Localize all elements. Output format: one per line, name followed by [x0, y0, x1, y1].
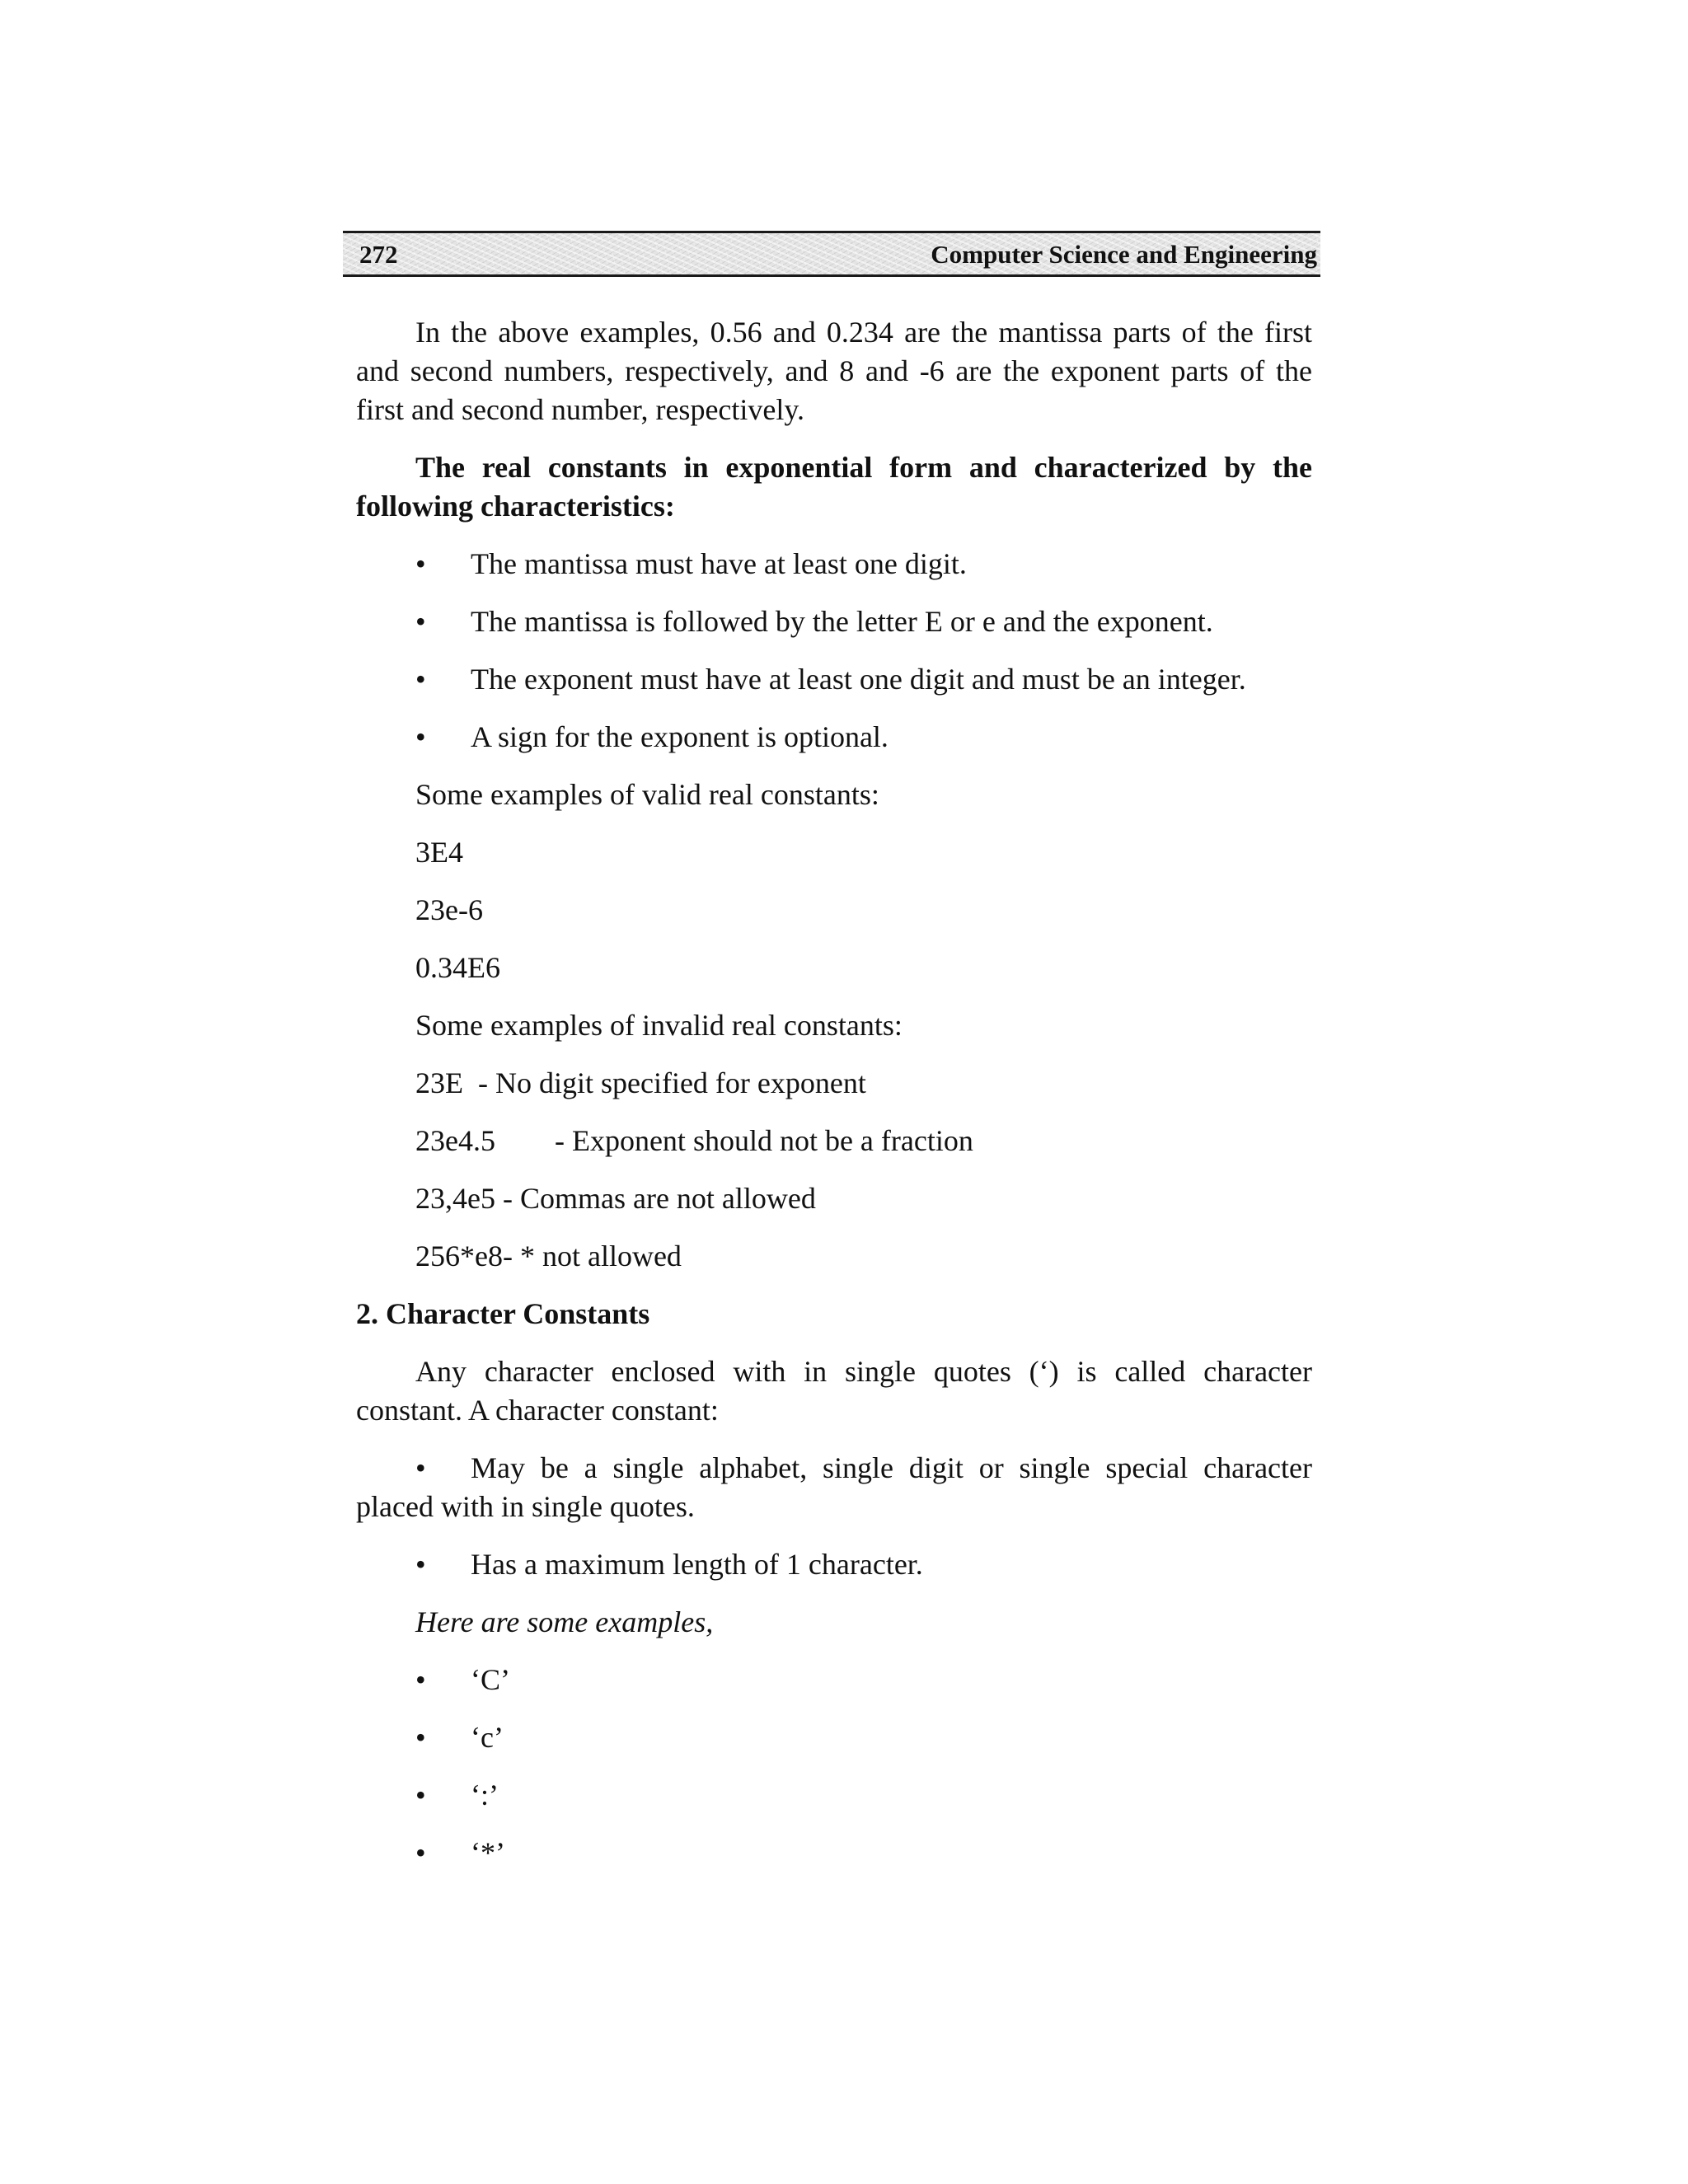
list-item-text: The mantissa must have at least one digit. — [471, 547, 967, 580]
list-item-text: May be a single alphabet, single digit or single special character placed with in single quotes. — [356, 1451, 1312, 1523]
invalid-examples-heading: Some examples of invalid real constants: — [415, 1009, 903, 1042]
bullet-icon: • — [415, 1451, 426, 1484]
section-heading: 2. Character Constants — [356, 1297, 650, 1330]
list-item — [356, 1449, 1312, 1526]
char-example: ‘*’ — [471, 1836, 505, 1869]
list-item — [356, 718, 1312, 757]
char-paragraph: Any character enclosed with in single quotes (‘) is called character constant. A character constant: — [356, 1355, 1312, 1427]
running-title: Computer Science and Engineering — [931, 240, 1317, 269]
bullet-icon: • — [415, 1836, 426, 1869]
char-example: ‘c’ — [471, 1721, 504, 1754]
list-item — [356, 1545, 1312, 1584]
list-item-text: The mantissa is followed by the letter E or e and the exponent. — [471, 605, 1213, 638]
intro-paragraph: In the above examples, 0.56 and 0.234 are the mantissa parts of the first and second numbers, respectively, and 8 and -6 are the exponent parts of the first and second number, respectively. — [356, 316, 1312, 426]
invalid-example: 23E - No digit specified for exponent — [415, 1066, 866, 1099]
bullet-icon: • — [415, 1721, 426, 1754]
valid-examples-heading: Some examples of valid real constants: — [415, 778, 879, 811]
invalid-example: 23,4e5 - Commas are not allowed — [415, 1182, 816, 1215]
list-item-text: Has a maximum length of 1 character. — [471, 1548, 923, 1581]
bullet-icon: • — [415, 547, 426, 580]
valid-example: 3E4 — [415, 836, 463, 869]
invalid-example: 256*e8- * not allowed — [415, 1240, 682, 1272]
bullet-icon: • — [415, 1663, 426, 1696]
list-item — [356, 1834, 1312, 1872]
invalid-example: 23e4.5 - Exponent should not be a fraction — [415, 1124, 973, 1157]
list-item-text: A sign for the exponent is optional. — [471, 720, 889, 753]
page-body — [356, 313, 1312, 1891]
page-header — [343, 231, 1320, 277]
list-item — [356, 1776, 1312, 1815]
bullet-icon: • — [415, 1779, 426, 1811]
characteristics-list — [356, 545, 1312, 757]
valid-example: 0.34E6 — [415, 951, 500, 984]
list-item — [356, 660, 1312, 699]
list-item — [356, 1718, 1312, 1757]
char-example: ‘C’ — [471, 1663, 510, 1696]
characteristics-heading: The real constants in exponential form and characterized by the following characteristics: — [356, 451, 1312, 523]
bullet-icon: • — [415, 605, 426, 638]
page-number: 272 — [359, 240, 398, 269]
examples-heading: Here are some examples, — [415, 1605, 714, 1638]
valid-example: 23e-6 — [415, 893, 483, 926]
bullet-icon: • — [415, 720, 426, 753]
bullet-icon: • — [415, 1548, 426, 1581]
list-item — [356, 602, 1312, 641]
list-item-text: The exponent must have at least one digit and must be an integer. — [471, 663, 1246, 696]
list-item — [356, 1661, 1312, 1699]
char-example: ‘:’ — [471, 1779, 499, 1811]
bullet-icon: • — [415, 663, 426, 696]
list-item — [356, 545, 1312, 583]
